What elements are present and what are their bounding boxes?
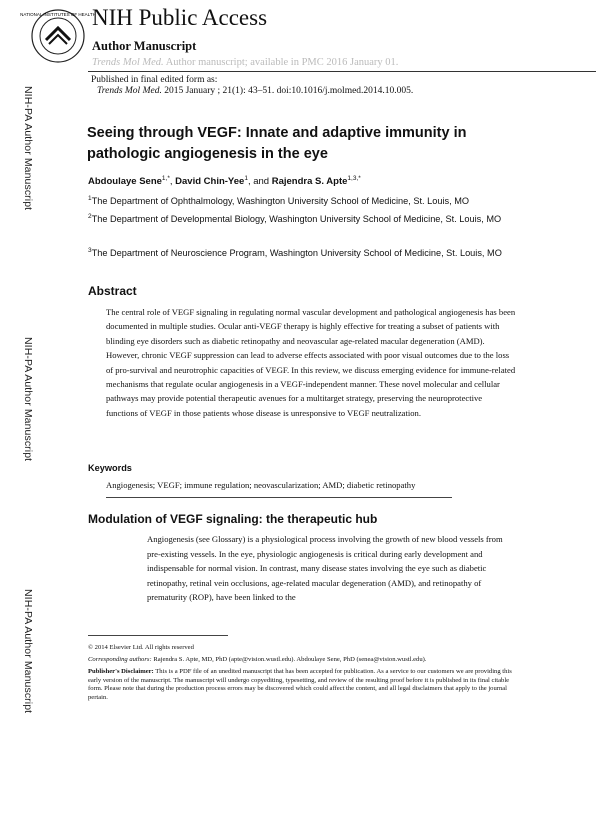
publisher-disclaimer: Publisher's Disclaimer: This is a PDF file of an unedited manuscript that has been accepted for publication. As a service to our customers we are providing this early version of the manuscript. The manuscript will undergo copyediting, typesetting, and review of the resulting proof before it is published in its final citable form. Please note that during the production process errors may be discovered which could affect the content, and all legal disclaimers that apply to the journal pertain. <box>88 668 512 701</box>
sidebar-label: NIH-PA Author Manuscript <box>22 86 34 211</box>
abstract-heading: Abstract <box>88 284 137 298</box>
sidebar-label: NIH-PA Author Manuscript <box>22 337 34 462</box>
logo-text: NATIONAL INSTITUTES OF HEALTH <box>20 12 96 17</box>
published-label: Published in final edited form as: <box>91 75 218 85</box>
copyright: © 2014 Elsevier Ltd. All rights reserved <box>88 644 194 651</box>
keywords-rule <box>106 497 452 498</box>
header-subtitle: Author Manuscript <box>92 39 197 53</box>
footnote-rule <box>88 635 228 636</box>
header-title: NIH Public Access <box>92 5 268 30</box>
section-heading: Modulation of VEGF signaling: the therapeutic hub <box>88 512 378 526</box>
article-title: Seeing through VEGF: Innate and adaptive immunity in pathologic angiogenesis in the eye <box>87 125 467 162</box>
author-name: Rajendra S. Apte <box>271 176 348 188</box>
affiliation: $^1$The Department of Ophthalmology, Washington University School of Medicine, St. Louis, MO <box>88 195 469 207</box>
abstract-text: The central role of VEGF signaling in regulating normal vascular development and pathological angiogenesis has been documented in multiple studies. Ocular anti-VEGF therapy is highly effective for treating a subset of patients with blinding eye disorders such as diabetic retinopathy and neovascular age-related macular degeneration (AMD). However, chronic VEGF suppression can lead to adverse effects associated with poor visual outcomes due to the loss of pro-survival and neurotrophic capacities of VEGF. In this review, we discuss emerging evidence for immune-related mechanisms that regulate ocular angiogenesis in a VEGF-independent manner. These novel molecular and cellular pathways may provide potential therapeutic avenues for a multitarget strategy, preserving the neuroprotective functions of VEGF in those patients whose disease is unresponsive to VEGF neutralization. <box>106 307 516 418</box>
affiliation: $^2$The Department of Developmental Biology, Washington University School of Medicine, St. Louis, MO <box>88 213 502 225</box>
author-name: Abdoulaye Sene <box>88 176 162 188</box>
availability-line: Trends Mol Med. Author manuscript; available in PMC 2016 January 01. <box>92 57 399 68</box>
corresponding-authors: Corresponding authors: Rajendra S. Apte, MD, PhD (apte@vision.wustl.edu). Abdoulaye Sene, PhD (senea@vision.wustl.edu). <box>88 656 427 663</box>
header-rule <box>88 71 596 72</box>
section-text: Angiogenesis (see Glossary) is a physiological process involving the growth of new blood vessels from pre-existing vessels. In the eye, physiologic angiogenesis is critical during early development and indispensable for normal vision. In contrast, many disease states involving the eye such as diabetic retinopathy, retinal vein occlusions, age-related macular degeneration (AMD), and retinopathy of prematurity (ROP), have been linked to the <box>147 534 503 603</box>
citation: Trends Mol Med. 2015 January ; 21(1): 43–51. doi:10.1016/j.molmed.2014.10.005. <box>97 86 414 96</box>
nih-logo-icon <box>20 8 96 64</box>
keywords-text: Angiogenesis; VEGF; immune regulation; neovascularization; AMD; diabetic retinopathy <box>106 480 416 490</box>
keywords-heading: Keywords <box>88 463 132 473</box>
affiliation: $^3$The Department of Neuroscience Program, Washington University School of Medicine, St. Louis, MO <box>88 247 502 259</box>
author-list: Abdoulaye Sene$^{1,*}$, David Chin-Yee$^1$, and Rajendra S. Apte$^{1,3,*}$ <box>88 175 361 188</box>
author-name: David Chin-Yee <box>175 176 245 188</box>
sidebar-label: NIH-PA Author Manuscript <box>22 589 34 714</box>
